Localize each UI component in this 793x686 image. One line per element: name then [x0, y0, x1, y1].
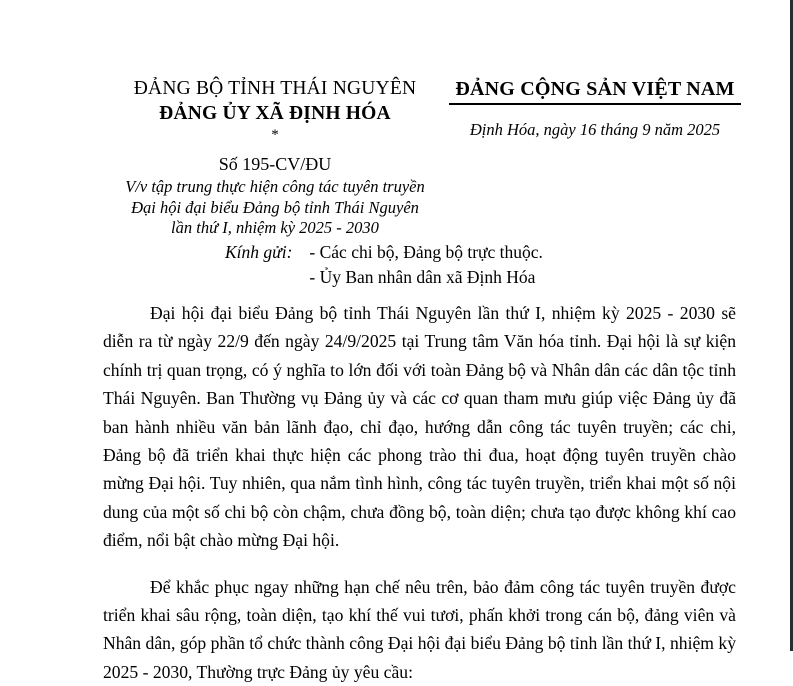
- recipients-label: Kính gửi:: [225, 242, 293, 262]
- document-subject-block: [95, 177, 455, 239]
- subject-line-2: Đại hội đại biểu Đảng bộ tỉnh Thái Nguyên: [131, 197, 419, 217]
- header-asterisk-separator: *: [271, 127, 279, 143]
- document-body: [103, 299, 736, 686]
- document-header: [0, 76, 793, 237]
- subject-line-1: V/v tập trung thực hiện công tác tuyên truyền: [125, 177, 425, 196]
- document-number: Số 195-CV/ĐU: [218, 154, 332, 174]
- national-heading-block: [430, 76, 760, 140]
- recipients-row: [0, 240, 793, 290]
- organization-province-line: ĐẢNG BỘ TỈNH THÁI NGUYÊN: [133, 78, 417, 99]
- body-paragraph-1: Đại hội đại biểu Đảng bộ tỉnh Thái Nguyên lần thứ I, nhiệm kỳ 2025 - 2030 sẽ diễn ra từ ngày 22/9 đến ngày 24/9/2025 tại Trung tâm Văn hóa tỉnh. Đại hội là sự kiện chính trị quan trọng, có ý nghĩa to lớn đối với toàn Đảng bộ và Nhân dân các dân tộc tỉnh Thái Nguyên. Ban Thường vụ Đảng ủy và các cơ quan tham mưu giúp việc Đảng ủy đã ban hành nhiều văn bản lãnh đạo, chỉ đạo, hướng dẫn công tác tuyên truyền; các chi, Đảng bộ đã triển khai thực hiện các phong trào thi đua, hoạt động tuyên truyền chào mừng Đại hội. Tuy nhiên, qua nắm tình hình, công tác tuyên truyền, triển khai một số nội dung của một số chi bộ còn chậm, chưa đồng bộ, toàn diện; chưa tạo được không khí cao điểm, nổi bật chào mừng Đại hội.: [103, 303, 736, 551]
- recipient-item: - Ủy Ban nhân dân xã Định Hóa: [309, 267, 536, 287]
- organization-commune-line: ĐẢNG ỦY XÃ ĐỊNH HÓA: [159, 103, 391, 124]
- recipients-block: [0, 240, 793, 290]
- recipients-list: [309, 240, 543, 290]
- body-paragraph-2: Để khắc phục ngay những hạn chế nêu trên, bảo đảm công tác tuyên truyền được triển khai sâu rộng, toàn diện, tạo khí thế vui tươi, phấn khởi trong cán bộ, đảng viên và Nhân dân, góp phần tổ chức thành công Đại hội đại biểu Đảng bộ tỉnh lần thứ I, nhiệm kỳ 2025 - 2030, Thường trực Đảng ủy yêu cầu:: [103, 576, 736, 682]
- recipient-item: - Các chi bộ, Đảng bộ trực thuộc.: [309, 242, 543, 262]
- national-title: ĐẢNG CỘNG SẢN VIỆT NAM: [455, 78, 735, 100]
- place-and-date: Định Hóa, ngày 16 tháng 9 năm 2025: [469, 119, 721, 139]
- title-underline-rule: [449, 103, 741, 105]
- issuing-organization-block: [95, 76, 455, 239]
- subject-line-3: lần thứ I, nhiệm kỳ 2025 - 2030: [171, 218, 379, 237]
